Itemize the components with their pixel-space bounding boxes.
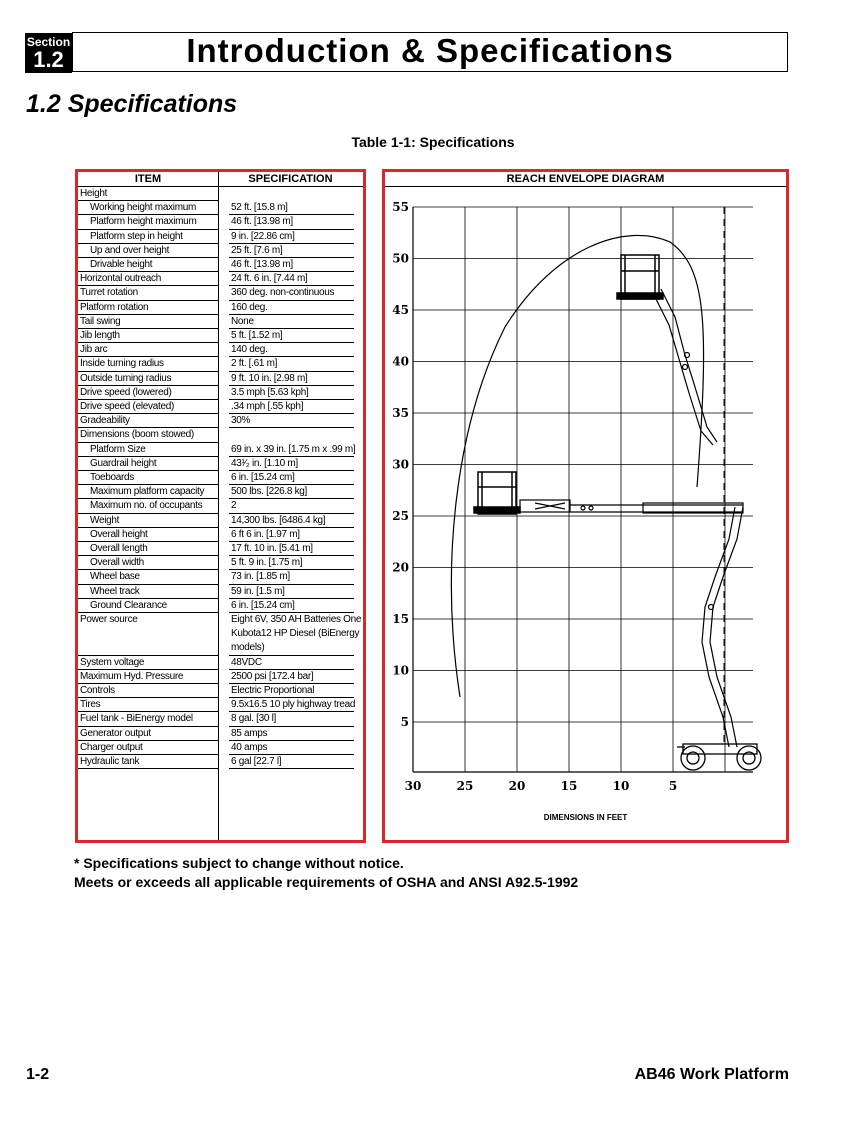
y-axis-ticks [392,200,409,729]
spec-row [78,329,363,343]
spec-value: 360 deg. non-continuous [231,287,335,299]
spec-value: Electric Proportional [231,685,315,696]
spec-value: 9.5x16.5 10 ply highway tread [231,699,356,711]
reach-envelope-diagram [385,187,786,837]
spec-row [78,528,363,542]
spec-item: Overall length [90,543,148,554]
spec-row [78,499,363,513]
spec-row [78,585,363,599]
spec-value: 48VDC [231,656,262,668]
value-rule [229,768,354,769]
spec-value: None [231,315,254,327]
spec-row [78,755,363,769]
row-rule [78,768,218,769]
raised-boom [655,289,717,445]
spec-value: 6 in. [15.24 cm] [231,599,295,611]
spec-item: Power source [80,614,138,625]
spec-row [78,556,363,570]
y-tick-label: 50 [392,251,409,266]
page-title: Introduction & Specifications [186,32,674,69]
spec-value: 160 deg. [231,301,268,313]
spec-value: 40 amps [231,741,268,753]
spec-row [78,187,363,201]
section-number: 1.2 [33,47,64,72]
y-tick-label: 20 [392,560,409,575]
riser-boom [702,507,743,747]
spec-value: 6 ft 6 in. [1.97 m] [231,528,300,540]
lowered-platform-basket [474,472,520,514]
spec-value: 5 ft. 9 in. [1.75 m] [231,557,303,569]
spec-row [78,712,363,726]
spec-row [78,485,363,499]
x-axis-ticks [405,779,678,793]
spec-value: 24 ft. 6 in. [7.44 m] [231,273,308,285]
spec-row [78,301,363,315]
raised-platform-basket [617,255,663,299]
spec-value: 85 amps [231,727,268,739]
spec-row [78,428,363,442]
spec-item: Generator output [80,727,151,739]
spec-row [78,215,363,229]
spec-value: 500 lbs. [226.8 kg] [231,486,308,498]
spec-row [78,286,363,300]
spec-value: 14,300 lbs. [6486.4 kg] [231,514,326,526]
spec-item: Platform height maximum [90,216,197,228]
spec-item: Platform step in height [90,230,183,242]
spec-item: Fuel tank - BiEnergy model [80,713,193,725]
spec-row [78,272,363,286]
y-tick-label: 5 [400,715,409,729]
spec-row [78,471,363,485]
spec-item: Working height maximum [90,202,197,214]
spec-value: 6 gal [22.7 l] [231,756,282,767]
y-tick-label: 55 [392,200,409,214]
spec-item: Wheel track [90,585,140,597]
spec-item: Jib arc [80,344,108,356]
spec-value: .34 mph [.55 kph] [231,401,304,412]
x-axis-label: DIMENSIONS IN FEET [543,813,628,822]
spec-value: 43¹⁄₂ in. [1.10 m] [231,457,298,469]
spec-item: Overall height [90,528,148,540]
spec-item: Jib length [80,330,120,341]
spec-item: Toeboards [90,472,134,483]
page-number: 1-2 [26,1066,50,1083]
horizontal-boom [520,500,743,513]
spec-row [78,343,363,357]
spec-value: 69 in. x 39 in. [1.75 m x .99 m] [231,443,356,455]
y-tick-label: 15 [392,612,409,626]
spec-item: Hydraulic tank [80,756,140,767]
spec-table-header [78,172,363,187]
spec-row [78,599,363,613]
x-tick-label: 5 [668,779,678,793]
spec-item: Drive speed (elevated) [80,401,175,412]
spec-item: Platform Size [90,443,146,455]
spec-row [78,244,363,258]
y-tick-label: 40 [392,354,409,369]
y-tick-label: 10 [392,663,409,678]
x-tick-label: 25 [456,779,474,793]
spec-row [78,201,363,215]
spec-row [78,372,363,386]
table-caption: Table 1-1: Specifications [351,134,515,150]
section-subheading: 1.2 Specifications [26,90,238,118]
spec-item: Drivable height [90,259,153,270]
x-tick-label: 30 [404,779,422,793]
spec-row [78,258,363,272]
spec-row [78,443,363,457]
spec-item: Turret rotation [80,287,138,299]
spec-item: Horizontal outreach [80,273,162,285]
product-name: AB46 Work Platform [634,1066,789,1083]
spec-item: Dimensions (boom stowed) [80,429,194,441]
spec-item: Maximum platform capacity [90,486,205,498]
spec-item: Maximum Hyd. Pressure [80,670,184,682]
spec-value: 30% [231,415,251,427]
spec-row [78,684,363,698]
spec-item: Wheel base [90,571,140,583]
spec-item: Maximum no. of occupants [90,500,203,512]
spec-value: 2 [231,500,237,512]
note-compliance: Meets or exceeds all applicable requirements of OSHA and ANSI A92.5-1992 [74,874,579,890]
spec-value: 25 ft. [7.6 m] [231,244,283,256]
spec-row [78,741,363,755]
spec-item: Tires [80,699,101,711]
spec-row [78,315,363,329]
spec-value: 3.5 mph [5.63 kph] [231,386,309,398]
spec-value: 2 ft. [.61 m] [231,358,278,370]
y-tick-label: 30 [392,457,409,472]
machine-chassis [677,744,761,770]
spec-row [78,656,363,670]
spec-item: Drive speed (lowered) [80,386,172,398]
spec-value: 8 gal. [30 l] [231,713,277,725]
spec-value: 73 in. [1.85 m] [231,571,290,583]
spec-row [78,414,363,428]
spec-row [78,514,363,528]
spec-value: 17 ft. 10 in. [5.41 m] [231,543,313,554]
section-badge [25,33,72,73]
spec-item: Weight [90,514,120,526]
spec-value: 9 ft. 10 in. [2.98 m] [231,372,308,384]
diagram-grid [413,207,753,772]
spec-item: Ground Clearance [90,599,167,611]
y-tick-label: 25 [392,509,409,523]
spec-item: System voltage [80,656,145,668]
spec-item: Tail swing [80,315,121,327]
section-label: Section [26,35,71,49]
spec-value: 46 ft. [13.98 m] [231,216,293,228]
spec-value: 52 ft. [15.8 m] [231,202,288,214]
spec-item: Inside turning radius [80,358,164,370]
spec-row [78,357,363,371]
spec-row [78,386,363,400]
spec-table [78,172,363,840]
spec-value: Eight 6V, 350 AH Batteries One Kubota12 HP Diesel (BiEnergy models) [231,614,362,654]
diagram-title: REACH ENVELOPE DIAGRAM [385,172,786,187]
spec-row [78,400,363,414]
spec-value: 59 in. [1.5 m] [231,585,285,597]
spec-row [78,542,363,556]
spec-value: 2500 psi [172.4 bar] [231,670,314,682]
spec-item: Overall width [90,557,144,569]
spec-row [78,570,363,584]
reach-envelope-curve [451,235,703,697]
spec-value: 5 ft. [1.52 m] [231,330,283,341]
spec-item: Controls [80,685,115,696]
spec-row [78,670,363,684]
page-title-box [72,32,788,72]
note-change-notice: * Specifications subject to change without notice. [74,855,404,871]
y-tick-label: 45 [392,303,409,317]
y-tick-label: 35 [392,406,409,420]
x-tick-label: 10 [612,779,630,793]
spec-row [78,727,363,741]
spec-item: Height [80,188,108,199]
x-tick-label: 20 [508,779,526,793]
x-tick-label: 15 [560,779,578,793]
col-header-item: ITEM [134,173,162,185]
spec-item: Up and over height [90,244,170,256]
spec-row [78,230,363,244]
spec-item: Outside turning radius [80,372,172,384]
spec-item: Gradeability [80,415,130,427]
spec-item: Guardrail height [90,457,157,469]
spec-row [78,613,363,656]
spec-item: Platform rotation [80,301,149,313]
spec-value: 140 deg. [231,344,268,356]
spec-row [78,698,363,712]
spec-value: 46 ft. [13.98 m] [231,259,293,270]
spec-value: 6 in. [15.24 cm] [231,472,295,483]
spec-row [78,457,363,471]
col-header-spec: SPECIFICATION [248,173,333,185]
spec-item: Charger output [80,741,143,753]
spec-value: 9 in. [22.86 cm] [231,230,295,242]
